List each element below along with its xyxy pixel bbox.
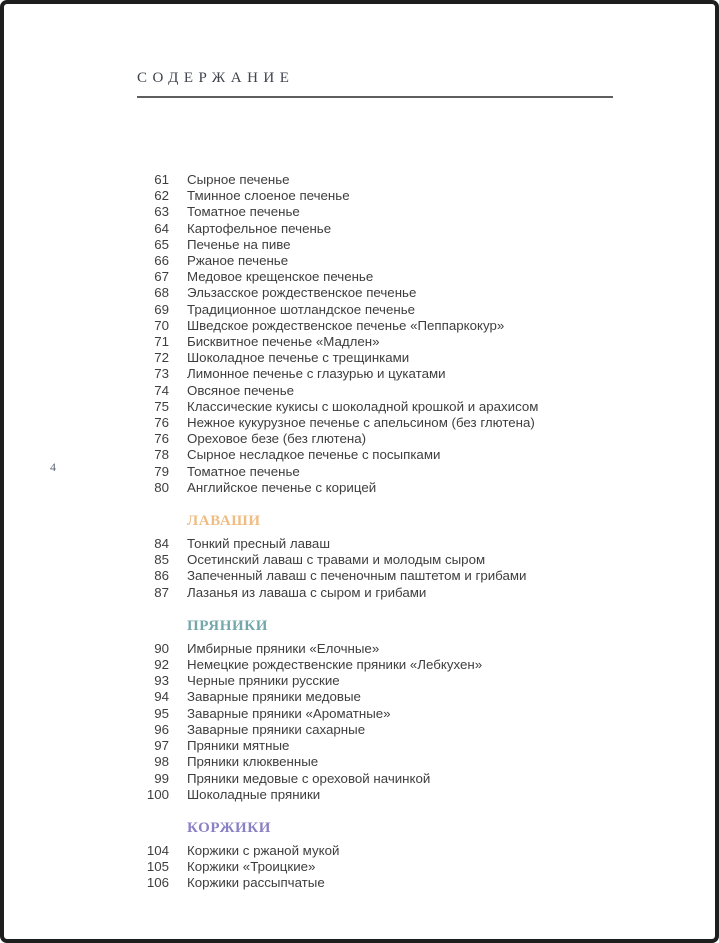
section-heading-pryaniki: ПРЯНИКИ xyxy=(187,617,268,634)
toc-entry xyxy=(133,172,603,188)
toc-entry xyxy=(133,447,603,463)
toc-entry xyxy=(133,334,603,350)
toc-entry-page-number: 96 xyxy=(154,721,169,737)
toc-entry xyxy=(133,204,603,220)
toc-entry-title: Тминное слоеное печенье xyxy=(187,188,350,204)
toc-entry-title: Осетинский лаваш с травами и молодым сыром xyxy=(187,552,486,568)
toc-entry-page-number: 66 xyxy=(154,253,169,269)
toc-entry xyxy=(133,585,603,601)
toc-entry xyxy=(133,464,603,480)
toc-entry xyxy=(133,237,603,253)
toc-entry-title: Бисквитное печенье «Мадлен» xyxy=(187,334,380,350)
toc-entry xyxy=(133,221,603,237)
toc-entry xyxy=(133,673,603,689)
toc-entry-title: Ржаное печенье xyxy=(187,253,289,269)
toc-entry-page-number: 93 xyxy=(154,673,169,689)
toc-entry-page-number: 97 xyxy=(154,738,169,754)
toc-entry xyxy=(133,843,603,859)
toc-entry-title: Ореховое безе (без глютена) xyxy=(187,431,367,447)
toc-entry xyxy=(133,269,603,285)
toc-entry-page-number: 67 xyxy=(154,269,169,285)
toc-entry xyxy=(133,722,603,738)
toc-entry-title: Тонкий пресный лаваш xyxy=(187,536,330,552)
toc-entry-page-number: 92 xyxy=(154,657,169,673)
toc-entry-page-number: 87 xyxy=(154,584,169,600)
toc-entry xyxy=(133,689,603,705)
toc-entry-title: Лазанья из лаваша с сыром и грибами xyxy=(187,584,427,600)
toc-entry-page-number: 63 xyxy=(154,204,169,220)
toc-list xyxy=(133,172,603,892)
toc-entry-page-number: 86 xyxy=(154,568,169,584)
toc-entry-page-number: 84 xyxy=(154,536,169,552)
toc-entry-page-number: 100 xyxy=(146,786,169,802)
toc-entry xyxy=(133,350,603,366)
toc-entry-page-number: 64 xyxy=(154,220,169,236)
toc-entry-page-number: 71 xyxy=(154,334,169,350)
section-heading-korzhiki: КОРЖИКИ xyxy=(187,819,272,836)
toc-entry-page-number: 95 xyxy=(154,705,169,721)
toc-entry-page-number: 79 xyxy=(154,463,169,479)
toc-entry-page-number: 80 xyxy=(154,479,169,495)
toc-entry xyxy=(133,366,603,382)
toc-entry xyxy=(133,568,603,584)
toc-entry-title: Коржики «Троицкие» xyxy=(187,859,316,875)
toc-entry xyxy=(133,285,603,301)
toc-entry-page-number: 78 xyxy=(154,447,169,463)
toc-entry xyxy=(133,253,603,269)
toc-entry-title: Лимонное печенье с глазурью и цукатами xyxy=(187,366,446,382)
toc-entry-page-number: 68 xyxy=(154,285,169,301)
toc-entry-page-number: 104 xyxy=(146,842,169,858)
toc-entry xyxy=(133,875,603,891)
toc-entry-page-number: 99 xyxy=(154,770,169,786)
page-title: СОДЕРЖАНИЕ xyxy=(137,70,295,86)
toc-entry-title: Запеченный лаваш с печеночным паштетом и грибами xyxy=(187,568,527,584)
header-rule xyxy=(137,96,613,98)
toc-entry xyxy=(133,706,603,722)
toc-entry xyxy=(133,657,603,673)
toc-entry-page-number: 85 xyxy=(154,552,169,568)
toc-entry-page-number: 65 xyxy=(154,236,169,252)
toc-entry-page-number: 62 xyxy=(154,188,169,204)
toc-entry xyxy=(133,383,603,399)
toc-entry xyxy=(133,318,603,334)
toc-entry-page-number: 69 xyxy=(154,301,169,317)
toc-entry-title: Томатное печенье xyxy=(187,463,300,479)
toc-entry-title: Коржики с ржаной мукой xyxy=(187,842,340,858)
toc-entry-page-number: 70 xyxy=(154,317,169,333)
toc-entry-title: Черные пряники русские xyxy=(187,673,340,689)
toc-entry-title: Эльзасское рождественское печенье xyxy=(187,285,417,301)
toc-entry xyxy=(133,399,603,415)
toc-entry-title: Картофельное печенье xyxy=(187,220,332,236)
toc-entry xyxy=(133,787,603,803)
toc-entry xyxy=(133,415,603,431)
toc-entry-title: Традиционное шотландское печенье xyxy=(187,301,416,317)
toc-entry-title: Нежное кукурузное печенье с апельсином (без глютена) xyxy=(187,415,535,431)
toc-entry xyxy=(133,480,603,496)
toc-entry-title: Немецкие рождественские пряники «Лебкухен» xyxy=(187,657,483,673)
toc-entry-title: Шведское рождественское печенье «Пеппаркокур» xyxy=(187,317,505,333)
toc-entry-page-number: 72 xyxy=(154,350,169,366)
toc-entry xyxy=(133,302,603,318)
toc-entry-page-number: 76 xyxy=(154,415,169,431)
toc-entry-title: Коржики рассыпчатые xyxy=(187,875,325,891)
toc-entry-page-number: 90 xyxy=(154,640,169,656)
toc-entry-page-number: 76 xyxy=(154,431,169,447)
toc-entry-title: Пряники медовые с ореховой начинкой xyxy=(187,770,431,786)
toc-entry xyxy=(133,536,603,552)
toc-entry-title: Заварные пряники сахарные xyxy=(187,721,366,737)
section-heading-lavashi: ЛАВАШИ xyxy=(187,513,261,530)
toc-entry-title: Шоколадное печенье с трещинками xyxy=(187,350,410,366)
toc-entry-title: Пряники клюквенные xyxy=(187,754,319,770)
toc-entry-title: Имбирные пряники «Елочные» xyxy=(187,640,380,656)
page-number: 4 xyxy=(50,460,56,474)
toc-entry-page-number: 74 xyxy=(154,382,169,398)
toc-entry-page-number: 106 xyxy=(146,875,169,891)
toc-entry-title: Заварные пряники медовые xyxy=(187,689,361,705)
toc-entry-page-number: 105 xyxy=(146,859,169,875)
toc-entry-title: Английское печенье с корицей xyxy=(187,479,377,495)
toc-entry xyxy=(133,859,603,875)
toc-entry-title: Сырное печенье xyxy=(187,172,290,187)
toc-entry xyxy=(133,552,603,568)
toc-entry-title: Медовое крещенское печенье xyxy=(187,269,374,285)
toc-entry xyxy=(133,188,603,204)
toc-entry xyxy=(133,771,603,787)
toc-header xyxy=(137,70,613,98)
toc-entry-page-number: 61 xyxy=(154,172,169,187)
toc-entry-title: Печенье на пиве xyxy=(187,236,291,252)
toc-entry-title: Овсяное печенье xyxy=(187,382,295,398)
toc-entry xyxy=(133,641,603,657)
toc-entry-page-number: 73 xyxy=(154,366,169,382)
toc-entry-title: Пряники мятные xyxy=(187,738,290,754)
toc-entry xyxy=(133,738,603,754)
toc-entry-title: Заварные пряники «Ароматные» xyxy=(187,705,391,721)
toc-entry-title: Сырное несладкое печенье с посыпками xyxy=(187,447,441,463)
toc-entry xyxy=(133,754,603,770)
toc-entry-page-number: 75 xyxy=(154,398,169,414)
toc-entry-page-number: 94 xyxy=(154,689,169,705)
toc-entry-title: Шоколадные пряники xyxy=(187,786,321,802)
toc-entry-title: Томатное печенье xyxy=(187,204,300,220)
toc-entry xyxy=(133,431,603,447)
toc-entry-title: Классические кукисы с шоколадной крошкой и арахисом xyxy=(187,398,539,414)
toc-entry-page-number: 98 xyxy=(154,754,169,770)
